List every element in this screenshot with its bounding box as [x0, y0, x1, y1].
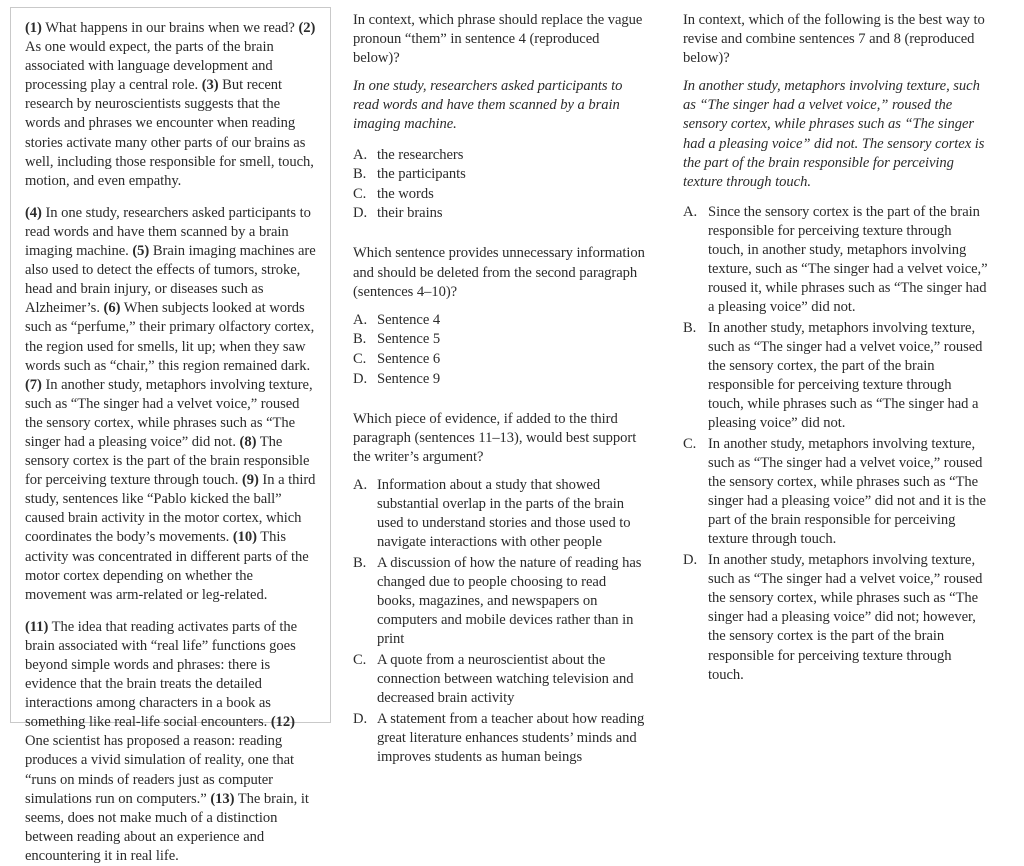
questions-column-right: [661, 7, 1000, 686]
sentence-number: (4): [25, 204, 42, 221]
question-stem: Which sentence provides unnecessary information and should be deleted from the second paragraph (sentences 4–10)?: [353, 245, 645, 300]
passage-paragraph-1: (1) What happens in our brains when we read? (2) As one would expect, the parts of the brain associated with language development and processing play a central role. (3) But recent research by neuroscientists suggests that the words and phrases we encounter when reading stories activate many other parts of our brains as well, including those responsible for smell, touch, motion, and even empathy.: [25, 20, 316, 189]
choice-text: A statement from a teacher about how reading great literature enhances students’ minds and improves students as human beings: [377, 710, 645, 765]
answer-choice[interactable]: [353, 185, 647, 204]
choice-letter: B.: [353, 166, 367, 183]
choice-text: In another study, metaphors involving texture, such as “The singer had a velvet voice,” roused the sensory cortex, while phrases such as “The singer had a pleasing voice” did not; however, the sensory cortex is the part of the brain responsible for perceiving texture through touch.: [708, 552, 983, 683]
answer-choice[interactable]: [683, 551, 990, 685]
answer-choices: [683, 203, 990, 685]
choice-letter: A.: [353, 476, 368, 493]
choice-letter: D.: [353, 205, 368, 222]
choice-text: Sentence 9: [377, 370, 441, 387]
choice-letter: D.: [353, 710, 368, 727]
answer-choice[interactable]: [683, 203, 990, 318]
answer-choices: [353, 311, 647, 389]
answer-choices: [353, 146, 647, 224]
choice-text: Sentence 5: [377, 331, 441, 348]
passage-paragraph-2: (4) In one study, researchers asked participants to read words and have them scanned by a brain imaging machine. (5) Brain imaging machines are also used to detect the effects of tumors, stroke, head and brain injury, or diseases such as Alzheimer’s. (6) When subjects looked at words such as “perfume,” their primary olfactory cortex, the region used for smells, lit up; when they saw words such as “chair,” this region remained dark. (7) In another study, metaphors involving texture, such as “The singer had a velvet voice,” roused the sensory cortex, while phrases such as “The singer had a pleasing voice” did not. (8) The sensory cortex is the part of the brain responsible for perceiving texture through touch. (9) In a third study, sentences like “Pablo kicked the ball” caused brain activity in the motor cortex, which coordinates the body’s movements. (10) This activity was concentrated in different parts of the motor cortex depending on whether the movement was arm-related or leg-related.: [25, 204, 316, 603]
question-block-2: [353, 244, 647, 388]
choice-letter: A.: [353, 146, 368, 163]
choice-text: the participants: [377, 166, 466, 183]
answer-choice[interactable]: [353, 350, 647, 369]
sentence-number: (11): [25, 618, 49, 635]
sentence-number: (9): [241, 472, 259, 489]
choice-text: the researchers: [377, 146, 464, 163]
choice-text: In another study, metaphors involving texture, such as “The singer had a velvet voice,” roused the sensory cortex, the part of the brain responsible for perceiving texture through touch, while phrases such as “The singer had a pleasing voice” did not.: [708, 319, 983, 432]
sentence-number: (3): [201, 77, 219, 94]
answer-choice[interactable]: [683, 435, 990, 550]
sentence-number: (10): [232, 529, 257, 546]
question-stem: Which piece of evidence, if added to the third paragraph (sentences 11–13), would best support the writer’s argument?: [353, 410, 637, 465]
choice-letter: C.: [353, 185, 367, 202]
questions-column-middle: [331, 7, 661, 768]
answer-choice[interactable]: [353, 370, 647, 389]
answer-choice[interactable]: [353, 554, 647, 649]
choice-text: Sentence 6: [377, 350, 441, 367]
answer-choice[interactable]: [353, 476, 647, 552]
choice-letter: D.: [683, 552, 698, 569]
sentence-number: (2): [298, 20, 316, 36]
choice-letter: C.: [683, 435, 697, 452]
choice-text: A discussion of how the nature of reading has changed due to people choosing to read books, magazines, and newspapers on computers and mobile devices rather than in print: [377, 554, 642, 648]
choice-letter: B.: [683, 319, 697, 336]
sentence-number: (8): [239, 433, 257, 450]
answer-choice[interactable]: [353, 311, 647, 330]
sentence-number: (5): [132, 243, 150, 260]
answer-choice[interactable]: [353, 204, 647, 223]
sentence-number: (1): [25, 20, 42, 36]
choice-letter: B.: [353, 554, 367, 571]
choice-letter: C.: [353, 350, 367, 367]
answer-choice[interactable]: [353, 146, 647, 165]
answer-choice[interactable]: [353, 651, 647, 708]
choice-text: In another study, metaphors involving texture, such as “The singer had a velvet voice,” roused the sensory cortex, while phrases such as “The singer had a pleasing voice” did not and it is the part of the brain responsible for perceiving texture through touch.: [708, 435, 986, 548]
choice-letter: A.: [353, 311, 368, 328]
question-quoted-sentence: In one study, researchers asked participants to read words and have them scanned by a brain imaging machine.: [353, 78, 623, 133]
sentence-number: (7): [25, 376, 42, 393]
answer-choice[interactable]: [353, 165, 647, 184]
sentence-number: (6): [103, 300, 121, 317]
passage-paragraph-3: (11) The idea that reading activates parts of the brain associated with “real life” functions goes beyond simple words and phrases: there is evidence that the brain treats the detailed interactions among characters in a book as something like real-life social encounters. (12) One scientist has proposed a reason: reading produces a vivid simulation of reality, one that “runs on minds of readers just as computer simulations run on computers.” (13) The brain, it seems, does not make much of a distinction between reading about an experience and encountering it in real life.: [25, 618, 309, 864]
question-block-4: [683, 11, 990, 685]
choice-letter: B.: [353, 331, 367, 348]
choice-letter: A.: [683, 203, 698, 220]
passage-column: [10, 7, 331, 864]
question-block-1: [353, 11, 647, 223]
answer-choice[interactable]: [353, 710, 647, 767]
question-quoted-sentence: In another study, metaphors involving texture, such as “The singer had a velvet voice,” roused the sensory cortex, while phrases such as “The singer had a pleasing voice” did not. The sensory cortex is the part of the brain responsible for perceiving texture through touch.: [683, 78, 985, 190]
question-block-3: [353, 410, 647, 767]
choice-text: Sentence 4: [377, 311, 441, 328]
answer-choice[interactable]: [683, 319, 990, 434]
choice-text: Since the sensory cortex is the part of the brain responsible for perceiving texture through touch, in another study, metaphors involving texture, such as “The singer had a velvet voice,” roused it, while phrases such as “The singer had a pleasing voice” did not.: [708, 203, 988, 316]
question-stem: In context, which phrase should replace the vague pronoun “them” in sentence 4 (reproduced below)?: [353, 12, 643, 67]
question-stem: In context, which of the following is the best way to revise and combine sentences 7 and 8 (reproduced below)?: [683, 12, 985, 67]
sentence-number: (13): [210, 790, 235, 807]
choice-text: their brains: [377, 205, 443, 222]
passage-box: [10, 7, 331, 864]
sentence-number: (12): [270, 714, 295, 731]
choice-letter: D.: [353, 370, 368, 387]
choice-letter: C.: [353, 651, 367, 668]
choice-text: A quote from a neuroscientist about the connection between watching television and decreased brain activity: [377, 651, 634, 706]
choice-text: the words: [377, 185, 434, 202]
answer-choice[interactable]: [353, 330, 647, 349]
answer-choices: [353, 476, 647, 767]
choice-text: Information about a study that showed substantial overlap in the parts of the brain used to understand stories and those used to navigate interactions with other people: [377, 476, 631, 551]
